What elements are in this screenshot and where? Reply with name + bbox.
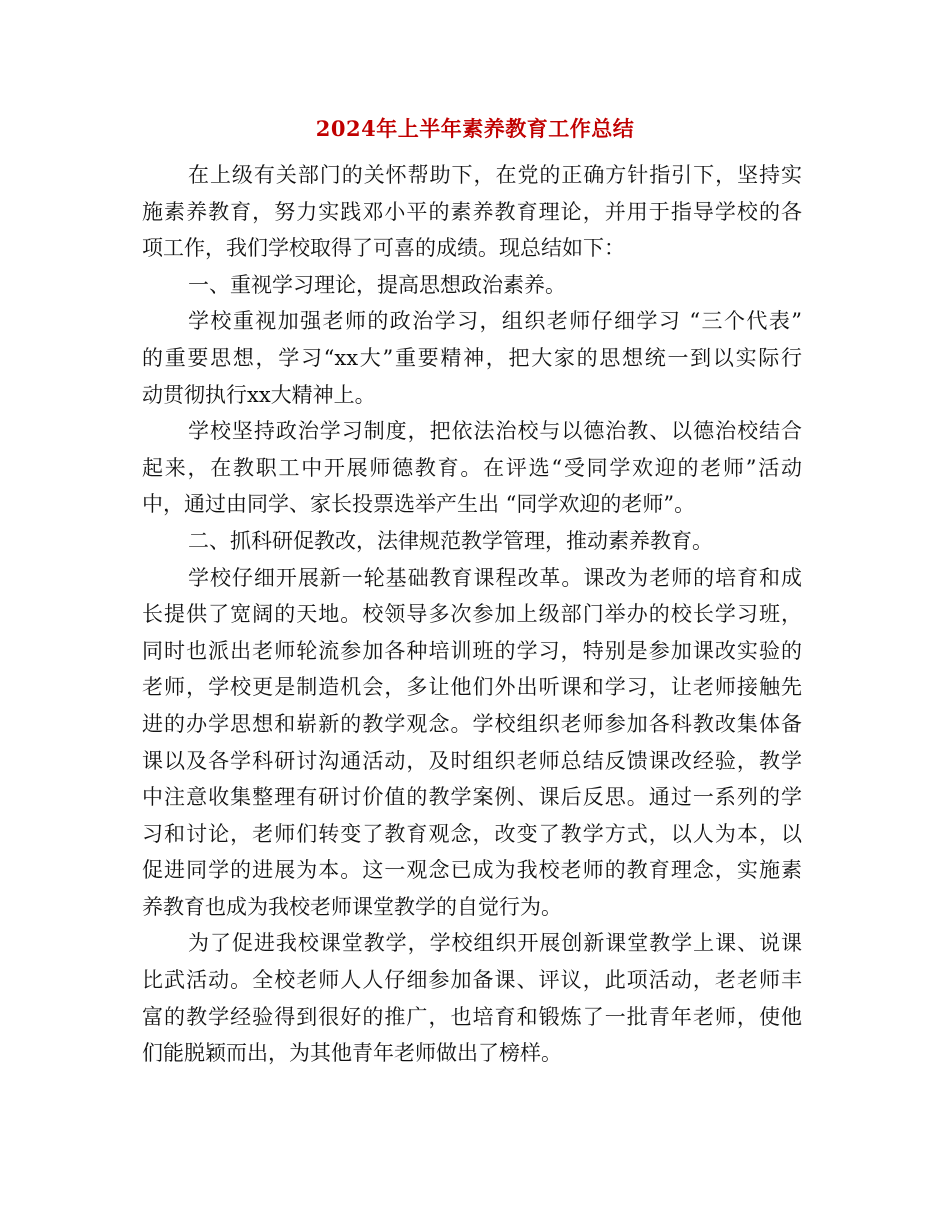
text-line: 学校仔细开展新一轮基础教育课程改革。课改为老师的培育和成 <box>188 565 802 590</box>
text-line: 同时也派出老师轮流参加各种培训班的学习，特别是参加课改实验的 <box>142 638 802 663</box>
text-line: 老师，学校更是制造机会，多让他们外出听课和学习，让老师接触先 <box>142 675 802 700</box>
text-line: 一、重视学习理论，提高思想政治素养。 <box>188 272 566 297</box>
text-line: 的重要思想，学习“xx大”重要精神，把大家的思想统一到以实际行 <box>142 345 802 370</box>
text-line: 富的教学经验得到很好的推广，也培育和锻炼了一批青年老师，使他 <box>142 1004 802 1029</box>
text-line: 进的办学思想和崭新的教学观念。学校组织老师参加各科教改集体备 <box>142 711 802 736</box>
text-line: 二、抓科研促教改，法律规范教学管理，推动素养教育。 <box>188 528 713 553</box>
text-line: 为了促进我校课堂教学，学校组织开展创新课堂教学上课、说课 <box>188 931 802 956</box>
text-line: 中注意收集整理有研讨价值的教学案例、课后反思。通过一系列的学 <box>142 785 802 810</box>
text-line: 在上级有关部门的关怀帮助下，在党的正确方针指引下，坚持实 <box>188 163 802 187</box>
text-line: 学校坚持政治学习制度，把依法治校与以德治教、以德治校结合 <box>188 419 802 444</box>
text-line: 课以及各学科研讨沟通活动，及时组织老师总结反馈课改经验，教学 <box>142 748 802 773</box>
text-line: 促进同学的进展为本。这一观念已成为我校老师的教育理念，实施素 <box>142 858 802 883</box>
text-line: 中，通过由同学、家长投票选举产生出 “同学欢迎的老师”。 <box>142 492 696 517</box>
document-body <box>142 157 802 1072</box>
document-title: 2024年上半年素养教育工作总结 <box>315 116 635 141</box>
text-line: 学校重视加强老师的政治学习，组织老师仔细学习 “三个代表” <box>188 309 802 334</box>
text-line: 们能脱颖而出，为其他青年老师做出了榜样。 <box>142 1041 562 1066</box>
text-line: 比武活动。全校老师人人仔细参加备课、评议，此项活动，老老师丰 <box>142 968 802 993</box>
text-line: 起来，在教职工中开展师德教育。在评选“受同学欢迎的老师”活动 <box>142 455 802 480</box>
text-line: 动贯彻执行xx大精神上。 <box>142 382 376 407</box>
text-line: 习和讨论，老师们转变了教育观念，改变了教学方式，以人为本，以 <box>142 821 802 846</box>
text-line: 养教育也成为我校老师课堂教学的自觉行为。 <box>142 894 562 919</box>
text-line: 长提供了宽阔的天地。校领导多次参加上级部门举办的校长学习班， <box>142 602 802 627</box>
text-line: 施素养教育，努力实践邓小平的素养教育理论，并用于指导学校的各 <box>142 199 802 224</box>
text-line: 项工作，我们学校取得了可喜的成绩。现总结如下： <box>142 236 625 261</box>
